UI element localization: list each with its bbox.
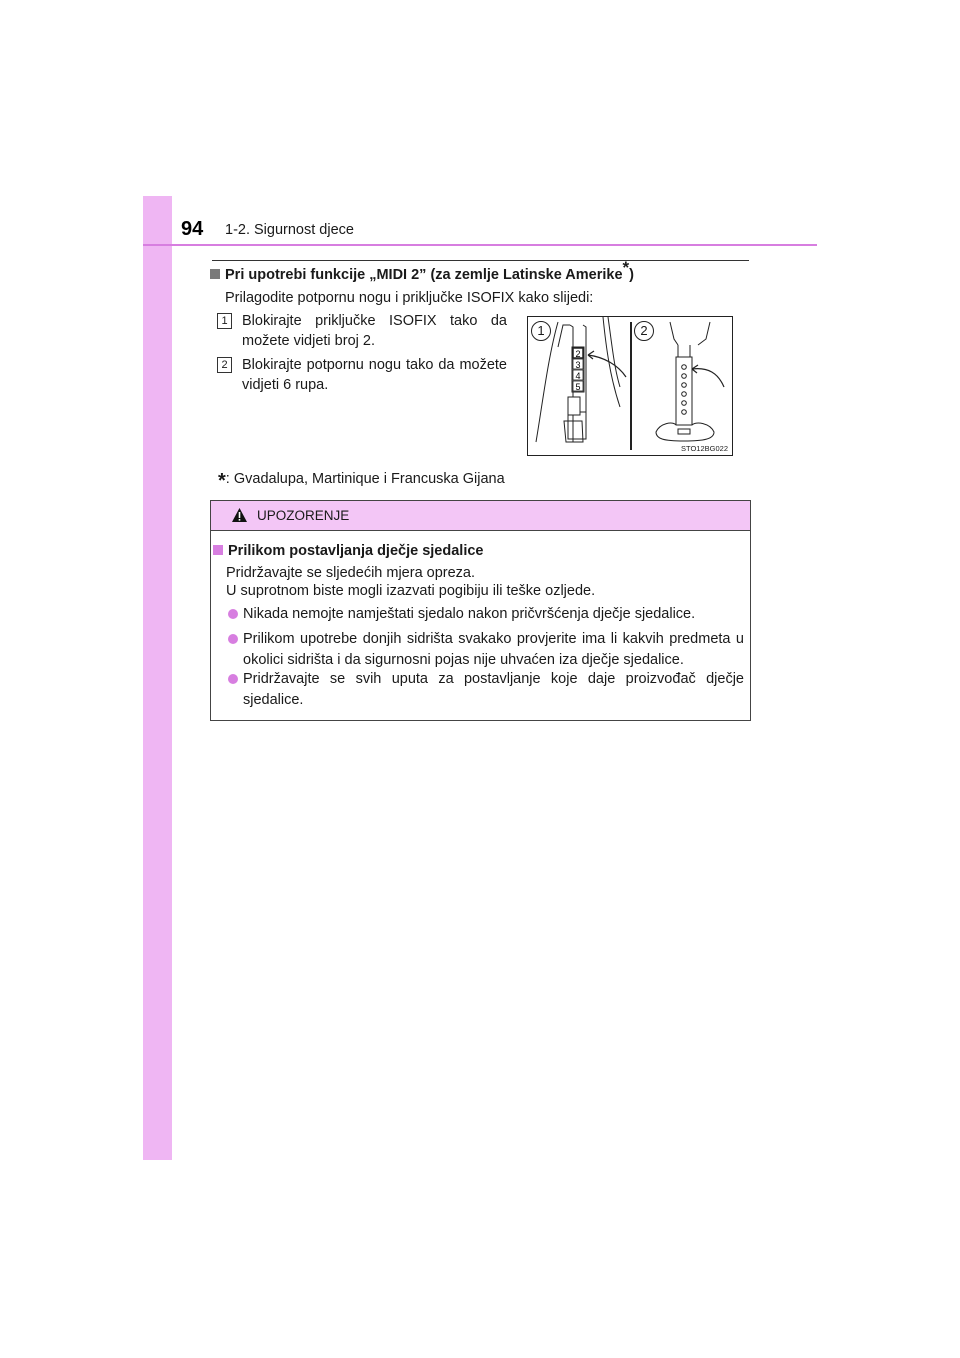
bullet-dot-icon [228, 634, 238, 644]
warning-line-1: Pridržavajte se sljedećih mjera opreza. [226, 565, 476, 581]
warning-box [210, 500, 751, 721]
step-1-text: Blokirajte priključke ISOFIX tako da možete vidjeti broj 2. [242, 313, 507, 349]
bullet-dot-icon [228, 609, 238, 619]
indicator-number-5: 5 [575, 382, 581, 392]
warning-title: UPOZORENJE [257, 508, 350, 523]
warning-header [211, 501, 750, 531]
step-number-2: 2 [217, 357, 232, 373]
section-title: 1-2. Sigurnost djece [225, 222, 354, 238]
warning-line-2: U suprotnom biste mogli izazvati pogibiju ili teške ozljede. [226, 583, 596, 599]
callout-2: 2 [634, 321, 654, 341]
page-number: 94 [181, 218, 204, 240]
isofix-support-leg-illustration [527, 316, 733, 456]
warning-bullet-3-text: Pridržavajte se svih uputa za postavljanje koje daje proizvođač dječje sjedalice. [243, 671, 744, 708]
footnote [218, 470, 505, 493]
header-rule [143, 244, 817, 246]
callout-1: 1 [531, 321, 551, 341]
indicator-number-3: 3 [575, 360, 581, 370]
warning-triangle-icon [231, 507, 248, 523]
warning-bullet-1-text: Nikada nemojte namještati sjedalo nakon pričvršćenja dječje sjedalice. [243, 606, 696, 622]
square-bullet-icon [210, 269, 220, 279]
warning-subheading-text: Prilikom postavljanja dječje sjedalice [228, 543, 484, 559]
bullet-dot-icon [228, 674, 238, 684]
figure-code: STO12BG022 [681, 444, 728, 453]
midi-heading [210, 258, 634, 283]
warning-bullet-2-text: Prilikom upotrebe donjih sidrišta svakako provjerite ima li kakvih predmeta u okolici sidrišta i da sigurnosni pojas nije uhvaćen iza dječje sjedalice. [243, 631, 744, 668]
step-1 [217, 311, 507, 351]
indicator-number-2: 2 [575, 349, 581, 359]
warning-bullet-1 [228, 604, 744, 625]
midi-heading-text: Pri upotrebi funkcije „MIDI 2” (za zemlje Latinske Amerike [225, 267, 623, 283]
step-number-1: 1 [217, 313, 232, 329]
square-bullet-icon [213, 545, 223, 555]
step-2 [217, 355, 507, 395]
midi-intro: Prilagodite potpornu nogu i priključke ISOFIX kako slijedi: [225, 290, 594, 306]
midi-heading-end: ) [629, 267, 634, 283]
section-divider [212, 260, 749, 261]
indicator-number-4: 4 [575, 371, 581, 381]
chapter-side-band [143, 196, 172, 1160]
asterisk-mark: * [622, 258, 630, 277]
footnote-text: : Gvadalupa, Martinique i Francuska Gijana [225, 471, 505, 487]
warning-bullet-2 [228, 629, 744, 671]
step-2-text: Blokirajte potpornu nogu tako da možete vidjeti 6 rupa. [242, 357, 507, 393]
warning-bullet-3 [228, 669, 744, 711]
warning-subheading [213, 543, 483, 559]
footnote-asterisk: * [218, 470, 226, 492]
illustration-drawing [528, 317, 732, 455]
